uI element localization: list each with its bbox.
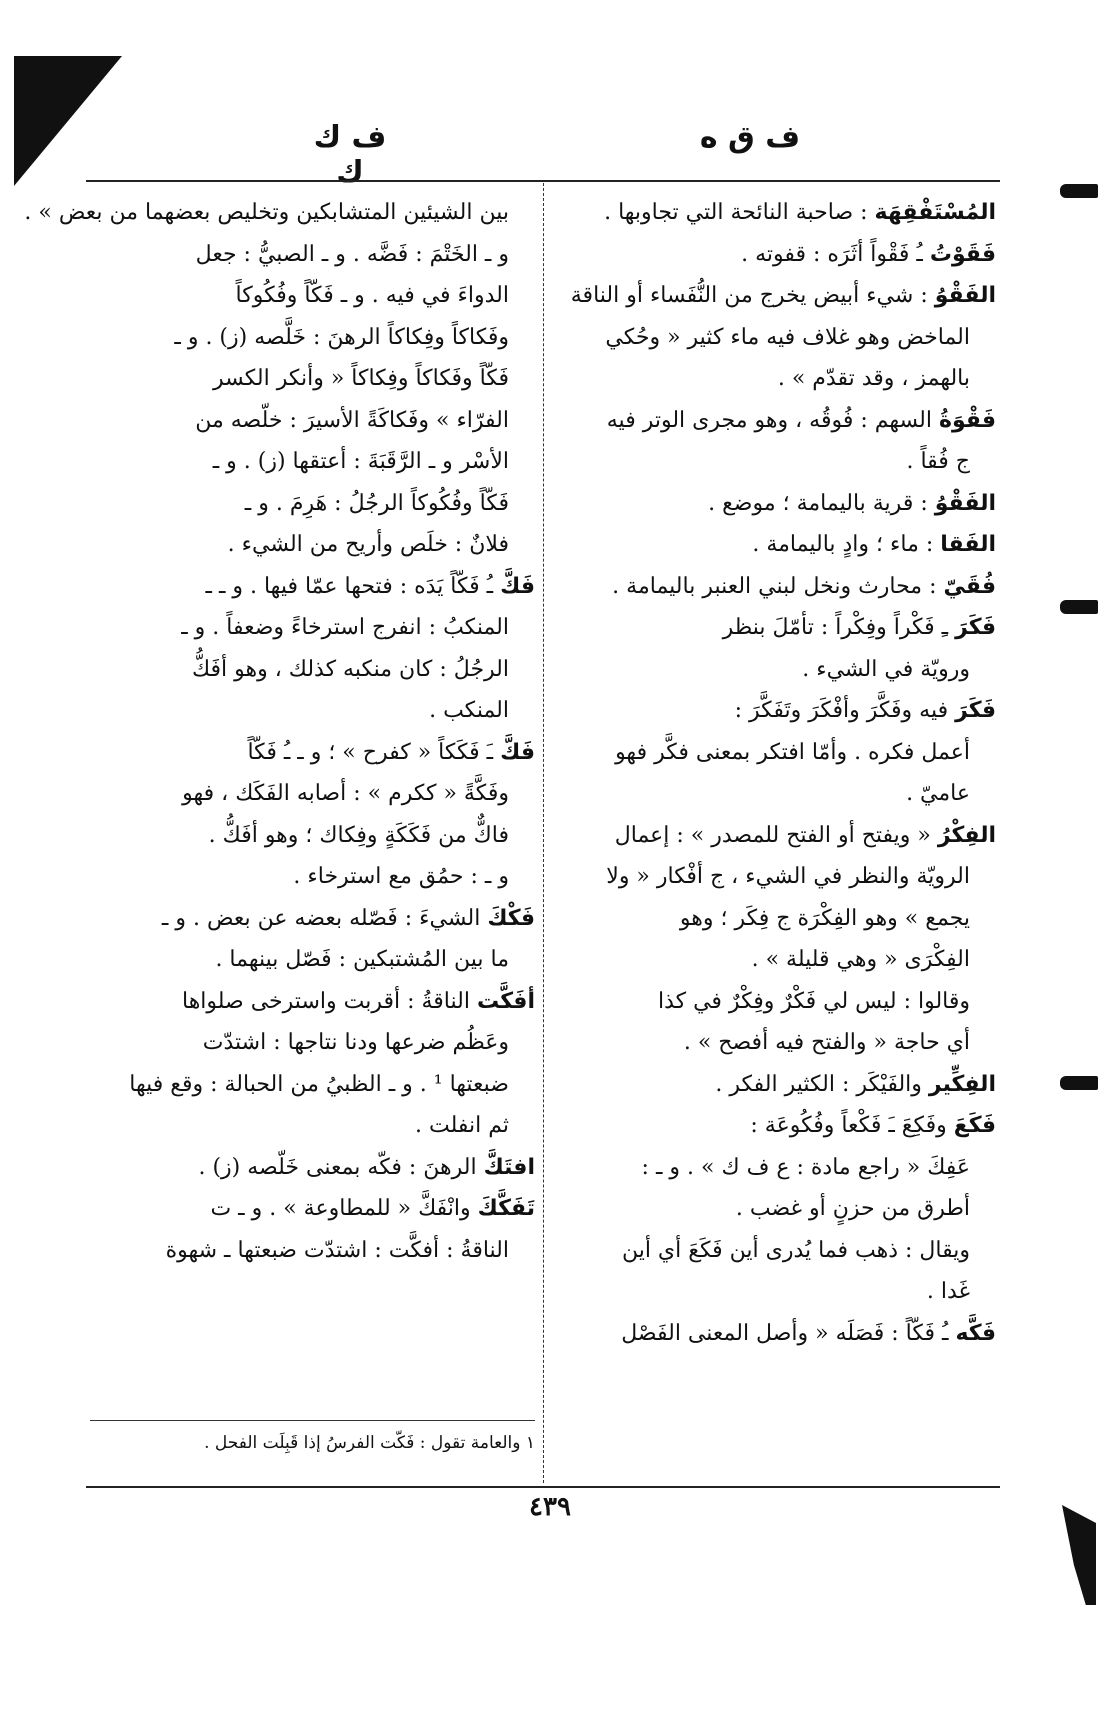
dictionary-line xyxy=(90,275,535,317)
dictionary-line xyxy=(556,1147,996,1189)
dictionary-line xyxy=(90,400,535,442)
definition-text: : قرية باليمامة ؛ موضع . xyxy=(708,490,935,516)
dictionary-line xyxy=(556,358,996,400)
definition-text: الرجُلُ : كان منكبه كذلك ، وهو أفَكُّ xyxy=(191,656,509,682)
definition-text: الفرّاء » وفَكاكَةً الأسيرَ : خلّصه من xyxy=(195,407,509,433)
dictionary-line xyxy=(556,1064,996,1106)
definition-text: ج فُقاً . xyxy=(906,449,970,474)
headword: فُقَيّ xyxy=(943,573,996,599)
dictionary-line xyxy=(556,981,996,1023)
dictionary-line xyxy=(90,1147,535,1189)
definition-text: وفَكِعَ ـَ فَكْعاً وفُكُوعَة : xyxy=(750,1113,954,1138)
column-separator xyxy=(543,183,544,1483)
definition-text: عَفِكَ « راجع مادة : ع ف ك » . و ـ : xyxy=(641,1154,970,1180)
headword: فَكْكَ xyxy=(487,905,535,931)
dictionary-line xyxy=(90,856,535,898)
dictionary-line xyxy=(90,317,535,359)
dictionary-line xyxy=(556,649,996,691)
definition-text: المنكب . xyxy=(429,698,509,723)
definition-text: الناقةُ : أفكَّت : اشتدّت ضبعتها ـ شهوة xyxy=(165,1237,509,1263)
dictionary-line xyxy=(90,234,535,276)
dictionary-line xyxy=(556,566,996,608)
left-column xyxy=(24,192,535,1271)
dictionary-line xyxy=(90,649,535,691)
footnote: ١ والعامة تقول : فَكّت الفرسُ إذا قَبِلَت الفحل . xyxy=(204,1433,535,1453)
dictionary-line xyxy=(556,275,996,317)
definition-text: المنكبُ : انفرج استرخاءً وضعفاً . و ـ xyxy=(181,615,509,640)
definition-text: ويقال : ذهب فما يُدرى أين فَكَعَ أي أين xyxy=(621,1237,970,1263)
definition-text: : شيء أبيض يخرج من النُّفَساء أو الناقة xyxy=(570,283,935,308)
dictionary-line xyxy=(556,773,996,815)
dictionary-line xyxy=(90,773,535,815)
definition-text: الرويّة والنظر في الشيء ، ج أفْكار « ولا xyxy=(606,864,970,889)
definition-text: فَكّاً وفَكاكاً وفِكاكاً « وأنكر الكسر xyxy=(212,366,509,391)
definition-text: الدواءَ في فيه . و ـ فَكّاً وفُكُوكاً xyxy=(235,283,509,308)
dictionary-line xyxy=(556,607,996,649)
definition-text: الأسْر و ـ الرَّقَبَةَ : أعتقها (ز) . و ـ xyxy=(212,449,509,474)
definition-text: بالهمز ، وقد تقدّم » . xyxy=(777,366,970,391)
definition-text: فلانٌ : خلَص وأريح من الشيء . xyxy=(227,532,509,557)
definition-text: فَكّاً وفُكُوكاً الرجُلُ : هَرِمَ . و ـ xyxy=(244,490,509,516)
definition-text: وفَكاكاً وفِكاكاً الرهنَ : خَلَّصه (ز) . و ـ xyxy=(174,324,509,350)
definition-text: : محارث ونخل لبني العنبر باليمامة . xyxy=(612,573,944,599)
definition-text: وفَكَّةً « ككرم » : أصابه الفَكَك ، فهو xyxy=(182,781,509,806)
definition-text: وعَظُم ضرعها ودنا نتاجها : اشتدّت xyxy=(202,1030,509,1055)
scan-corner-shadow-bottom xyxy=(1062,1505,1096,1605)
headword: الفِكْرُ xyxy=(937,822,996,848)
headword: فَكَّ xyxy=(500,739,535,765)
definition-text: الماخض وهو غلاف فيه ماء كثير « وحُكي xyxy=(605,324,970,350)
definition-text: فاكٌّ من فَكَكَةٍ وفِكاك ؛ وهو أفَكُّ . xyxy=(208,822,509,848)
header-rule xyxy=(86,180,1000,182)
definition-text: : صاحبة النائحة التي تجاوبها . xyxy=(604,200,875,225)
definition-text: غَدا . xyxy=(926,1279,970,1304)
headword: فَكَرَ xyxy=(955,615,996,640)
definition-text: ثم انفلت . xyxy=(415,1113,509,1138)
definition-text: ما بين المُشتبكين : فَصّل بينهما . xyxy=(215,947,509,972)
headword: فَقَوْتُ xyxy=(929,241,996,267)
dictionary-line xyxy=(90,358,535,400)
definition-text: ـُ فَقْواً أثَرَه : قفوته . xyxy=(741,241,930,267)
dictionary-line xyxy=(90,690,535,732)
dictionary-line xyxy=(90,732,535,774)
definition-text: وانْفَكَّ « للمطاوعة » . و ـ ت xyxy=(210,1196,478,1221)
definition-text: الرهنَ : فكّه بمعنى خَلّصه (ز) . xyxy=(198,1154,484,1180)
definition-text: ورويّة في الشيء . xyxy=(802,656,970,682)
definition-text: أعمل فكره . وأمّا افتكر بمعنى فكَّر فهو xyxy=(615,739,970,765)
dictionary-line xyxy=(556,1188,996,1230)
headword: فَكَعَ xyxy=(953,1113,996,1138)
headword: افتَكَّ xyxy=(483,1154,535,1180)
dictionary-line xyxy=(24,192,535,234)
dictionary-line xyxy=(556,1230,996,1272)
headword: الفَقْوُ xyxy=(934,283,996,308)
dictionary-line xyxy=(90,483,535,525)
definition-text: : ماء ؛ وادٍ باليمامة . xyxy=(752,532,941,557)
scan-corner-shadow xyxy=(14,56,122,186)
dictionary-line xyxy=(556,441,996,483)
dictionary-line xyxy=(556,400,996,442)
headword: الفَقا xyxy=(940,532,996,557)
definition-text: ضبعتها ¹ . و ـ الظبيُ من الحبالة : وقع فيها xyxy=(129,1071,509,1097)
definition-text: فيه وفَكَّرَ وأفْكَرَ وتَفَكَّرَ : xyxy=(734,698,956,723)
dictionary-line xyxy=(556,898,996,940)
definition-text: عاميّ . xyxy=(906,781,970,806)
definition-text: و ـ : حمُق مع استرخاء . xyxy=(293,864,509,889)
definition-text: السهم : فُوقُه ، وهو مجرى الوتر فيه xyxy=(606,407,939,433)
headword: الفِكِّير xyxy=(928,1071,996,1097)
dictionary-line xyxy=(90,607,535,649)
definition-text: الناقةُ : أقربت واسترخى صلواها xyxy=(181,988,477,1014)
definition-text: ـَ فَكَكاً « كفرح » ؛ و ـ ـُ فَكّاً xyxy=(247,739,501,765)
definition-text: ـُ فَكّاً يَدَه : فتحها عمّا فيها . و ـ ـ xyxy=(205,573,501,599)
headword: فَكَّ xyxy=(500,573,535,599)
headword: تَفَكَّكَ xyxy=(477,1196,535,1221)
definition-text: الشيءَ : فَصّله بعضه عن بعض . و ـ xyxy=(161,905,488,931)
dictionary-line xyxy=(556,192,996,234)
definition-text: ـِ فَكْراً وفِكْراً : تأمّلَ بنظر xyxy=(722,615,956,640)
dictionary-line xyxy=(556,234,996,276)
right-column xyxy=(556,192,996,1354)
dictionary-line xyxy=(90,981,535,1023)
dictionary-line xyxy=(556,856,996,898)
dictionary-line xyxy=(556,1022,996,1064)
dictionary-line xyxy=(556,690,996,732)
dictionary-line xyxy=(90,566,535,608)
headword: الفَقْوُ xyxy=(934,490,996,516)
dictionary-line xyxy=(556,1271,996,1313)
dictionary-line xyxy=(90,815,535,857)
definition-text: ـُ فَكّاً : فَصَلَه « وأصل المعنى الفَصْل xyxy=(621,1320,956,1346)
dictionary-line xyxy=(556,483,996,525)
page-edge-mark xyxy=(1060,1076,1098,1090)
dictionary-line xyxy=(90,441,535,483)
definition-text: بين الشيئين المتشابكين وتخليص بعضهما من بعض » . xyxy=(24,200,509,225)
definition-text: أطرق من حزنٍ أو غضب . xyxy=(735,1196,970,1221)
definition-text: وقالوا : ليس لي فَكْرٌ وفِكْرٌ في كذا xyxy=(657,988,970,1014)
dictionary-line xyxy=(90,898,535,940)
footer-rule xyxy=(86,1486,1000,1488)
dictionary-line xyxy=(90,1022,535,1064)
dictionary-line xyxy=(90,1064,535,1106)
definition-text: « ويفتح أو الفتح للمصدر » : إعمال xyxy=(614,822,938,848)
dictionary-line xyxy=(90,1105,535,1147)
dictionary-line xyxy=(90,939,535,981)
page-number: ٤٣٩ xyxy=(529,1492,571,1522)
footnote-rule xyxy=(90,1420,535,1421)
definition-text: أي حاجة « والفتح فيه أفصح » . xyxy=(683,1030,970,1055)
headword: أفَكَّت xyxy=(476,988,535,1014)
definition-text: يجمع » وهو الفِكْرَة ج فِكَر ؛ وهو xyxy=(679,905,970,931)
headword: فَكَرَ xyxy=(955,698,996,723)
dictionary-line xyxy=(556,732,996,774)
dictionary-line xyxy=(556,939,996,981)
dictionary-line xyxy=(90,1188,535,1230)
page-edge-mark xyxy=(1060,184,1098,198)
dictionary-line xyxy=(556,317,996,359)
dictionary-line xyxy=(556,1105,996,1147)
running-head-left: ف ك ك xyxy=(313,120,387,190)
definition-text: والفَيْكَر : الكثير الفكر . xyxy=(715,1071,929,1097)
dictionary-line xyxy=(90,1230,535,1272)
definition-text: الفِكْرَى « وهي قليلة » . xyxy=(751,947,970,972)
definition-text: و ـ الخَتْمَ : فَضَّه . و ـ الصبيُّ : جعل xyxy=(195,241,509,267)
headword: المُسْتَفْقِهَة xyxy=(874,200,996,225)
running-head-right: ف ق ه xyxy=(699,120,801,155)
dictionary-line xyxy=(556,1313,996,1355)
page-edge-mark xyxy=(1060,600,1098,614)
headword: فَقْوَةُ xyxy=(938,407,996,433)
dictionary-line xyxy=(556,524,996,566)
dictionary-line xyxy=(90,524,535,566)
headword: فَكَّه xyxy=(955,1320,996,1346)
dictionary-line xyxy=(556,815,996,857)
